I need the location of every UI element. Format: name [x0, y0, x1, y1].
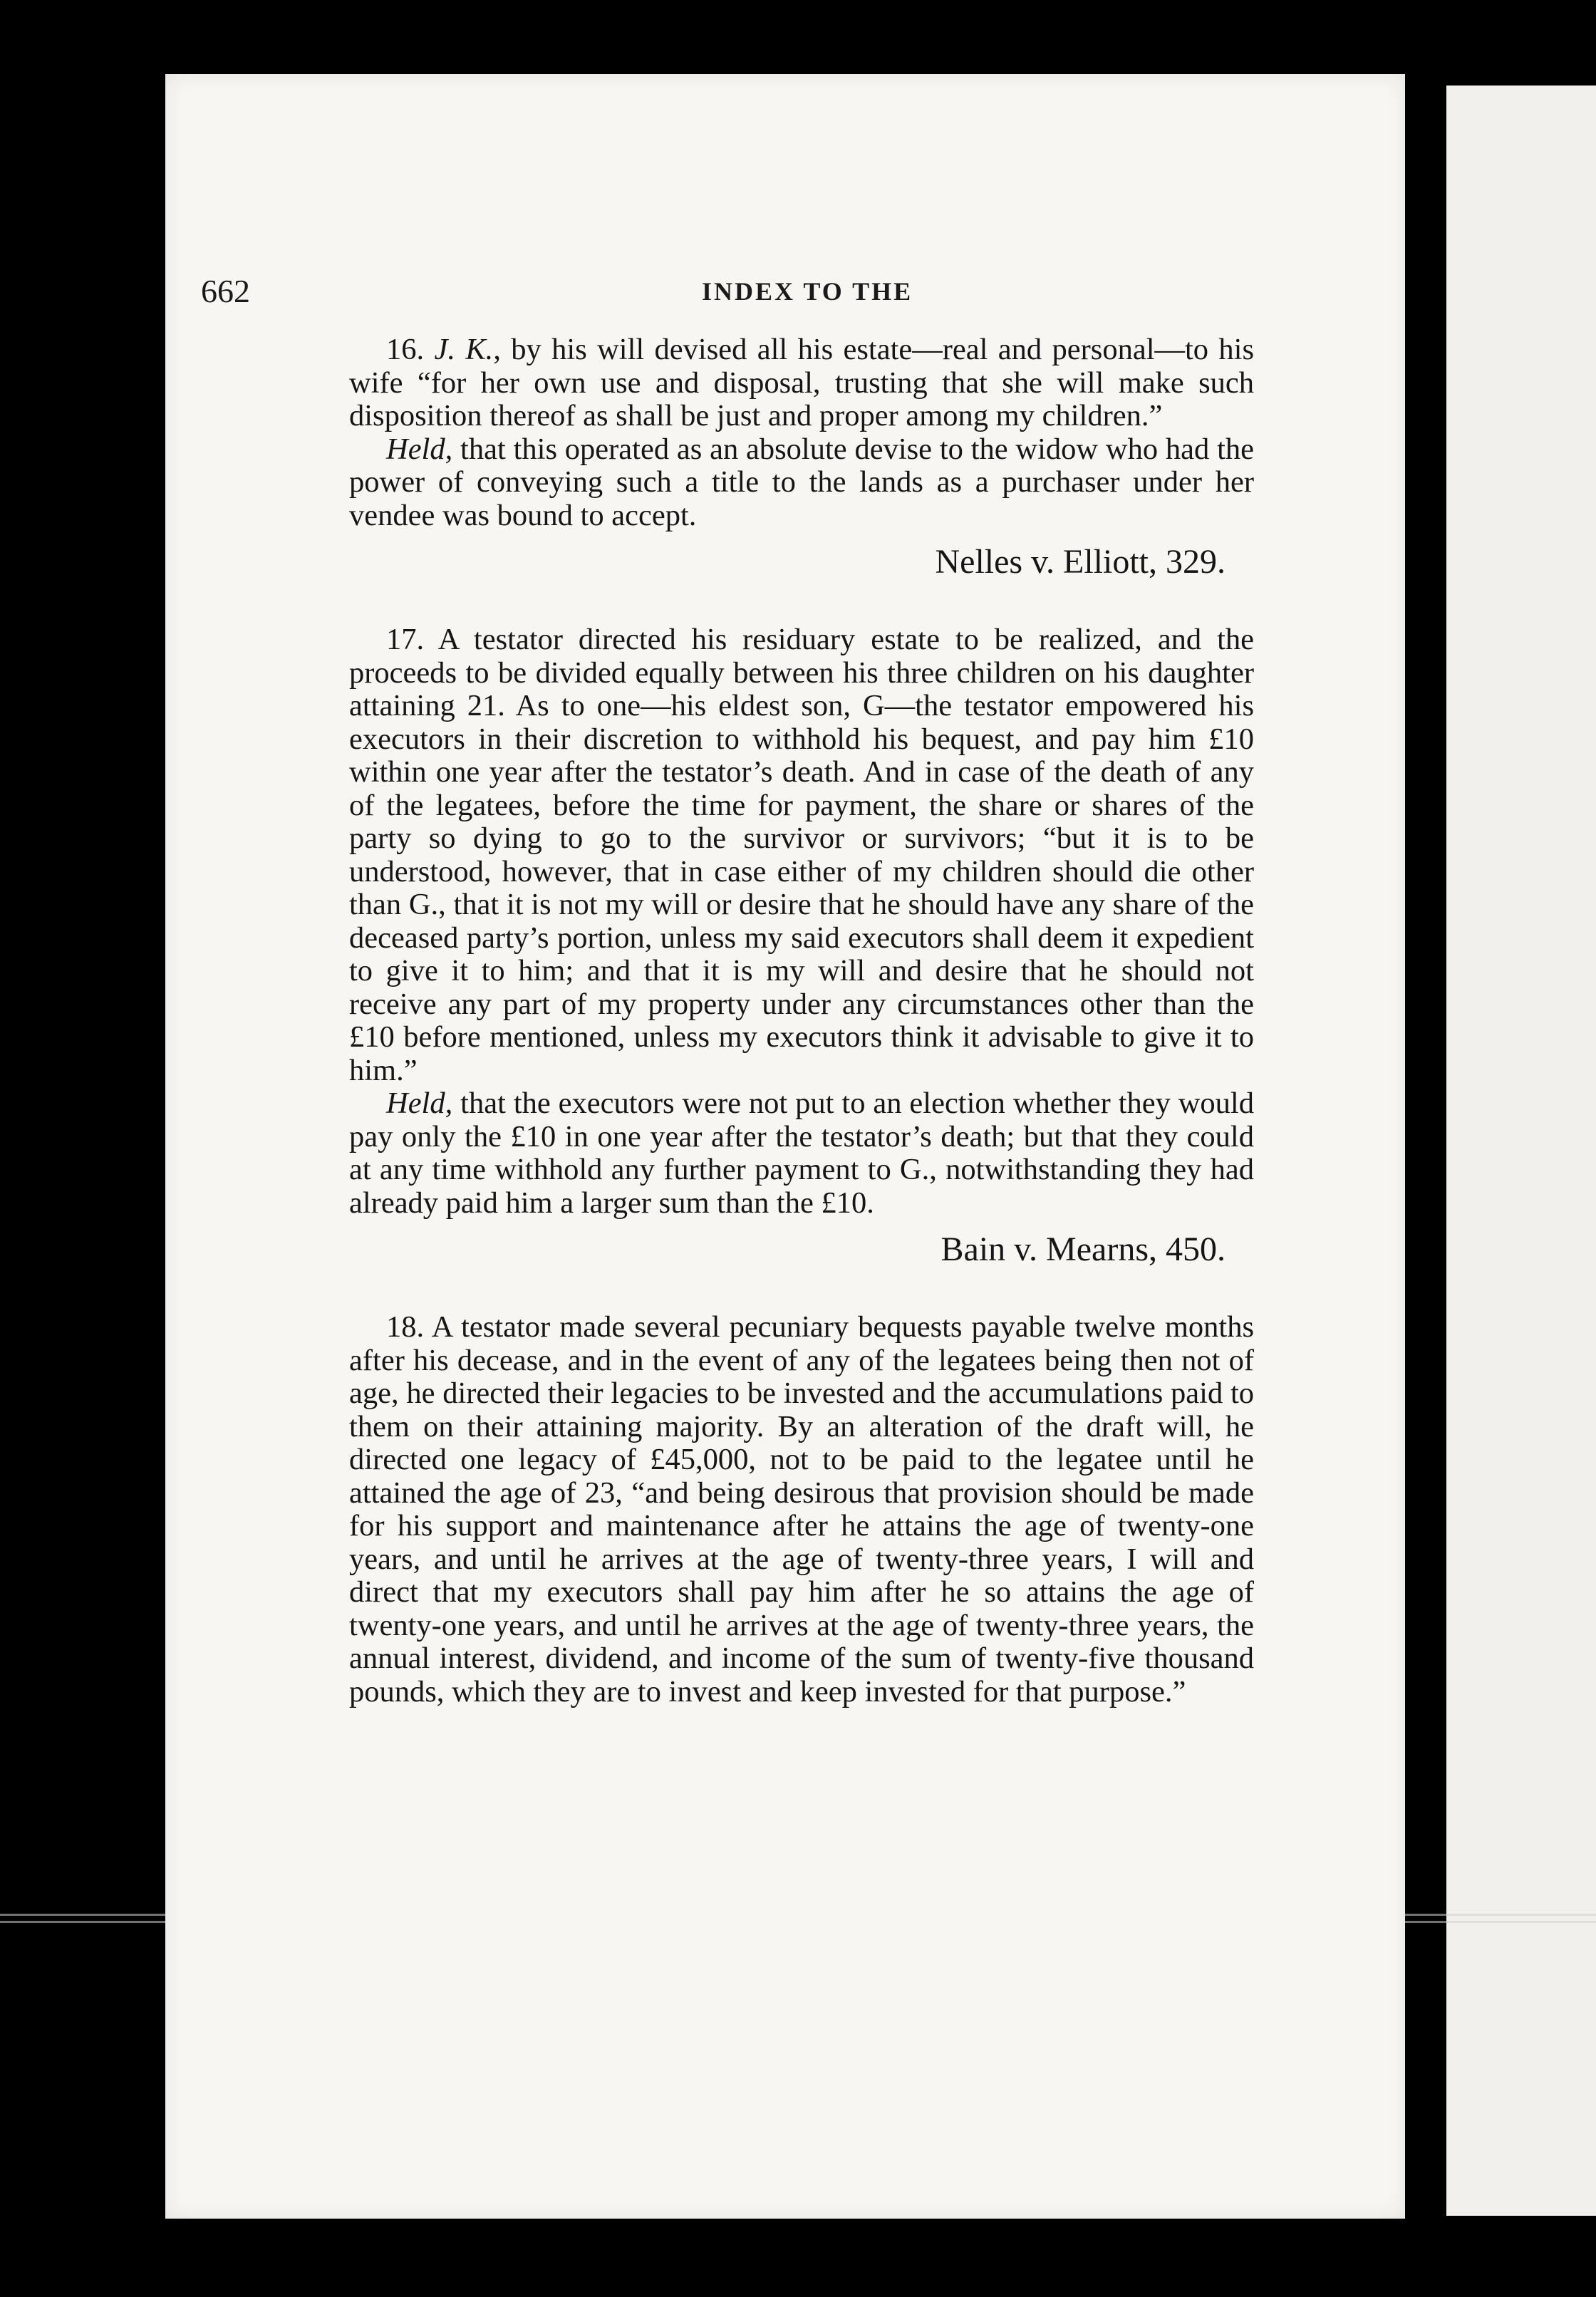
held-text: that the executors were not put to an election whether they would pay only the £10 in one year after the testator’s death; but that they could at any time withhold any further payment to G., notwithstanding they had already paid him a larger sum than the £10. [349, 1087, 1254, 1220]
case-citation: Bain v. Mearns, 450. [940, 1230, 1226, 1268]
adjacent-page-edge [1446, 85, 1596, 2216]
entry-statement [349, 1311, 1254, 1709]
held-label: Held, [386, 1087, 453, 1120]
page-body [349, 333, 1254, 1709]
entry-statement [349, 623, 1254, 1087]
entry-17 [349, 623, 1254, 1270]
held-text: that this operated as an absolute devise to the widow who had the power of conveying such a title to the lands as a purchaser under her vendee was bound to accept. [349, 432, 1254, 532]
running-head: INDEX TO THE [702, 277, 913, 306]
statement-text: A testator directed his residuary estate to be realized, and the proceeds to be divided equally between his three children on his daughter attaining 21. As to one—his eldest son, G—the testator empowered his executors in their discretion to withhold his bequest, and pay him £10 within one year after the testator’s death. And in case of the death of any of the legatees, before the time for payment, the share or shares of the party so dying to go to the survivor or survivors; “but it is to be understood, however, that in case either of my children should die other than G., that it is not my will or desire that he should have any share of the deceased party’s portion, unless my said executors shall deem it expedient to give it to him; and that it is my will and desire that he should not receive any part of my property under any circumstances other than the £10 before mentioned, unless my executors think it advisable to give it to him.” [349, 623, 1255, 1087]
entry-spacer [349, 582, 1254, 623]
party-initials: J. K. [434, 333, 494, 366]
entry-number: 16. [386, 333, 425, 366]
entry-16 [349, 333, 1254, 582]
entry-number: 17. [386, 623, 425, 656]
held-paragraph [349, 433, 1254, 533]
entry-18 [349, 1311, 1254, 1709]
statement-text: A testator made several pecuniary bequests payable twelve months after his decease, and in the event of any of the legatees being then not of age, he directed their legacies to be invested and the accumulations paid to them on their attaining majority. By an alteration of the draft will, he directed one legacy of £45,000, not to be paid to the legatee until he attained the age of 23, “and being desirous that provision should be made for his support and maintenance after he attains the age of twenty-one years, and until he arrives at the age of twenty-three years, I will and direct that my executors shall pay him after he so attains the age of twenty-one years, and until he arrives at the age of twenty-three years, the annual interest, dividend, and income of the sum of twenty-five thousand pounds, which they are to invest and keep invested for that purpose.” [349, 1310, 1255, 1709]
entry-statement [349, 333, 1254, 433]
entry-number: 18. [386, 1310, 425, 1344]
held-paragraph [349, 1087, 1254, 1220]
page-number: 662 [201, 273, 250, 309]
entry-spacer [349, 1270, 1254, 1311]
held-label: Held, [386, 432, 453, 466]
case-citation: Nelles v. Elliott, 329. [935, 543, 1226, 581]
statement-text: , by his will devised all his estate—real and personal—to his wife “for her own use and disposal, trusting that she will make such disposition thereof as shall be just and proper among my children.” [349, 333, 1255, 432]
